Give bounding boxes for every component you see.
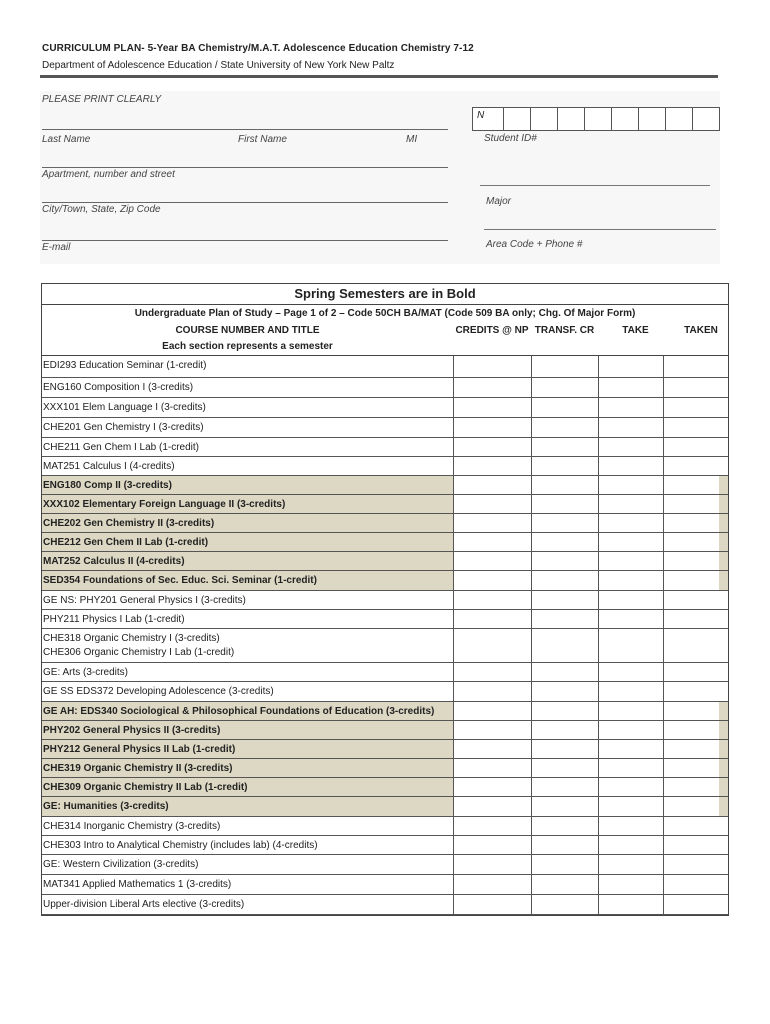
taken-cell[interactable] [663, 740, 719, 758]
transfer-cell[interactable] [531, 438, 598, 456]
taken-cell[interactable] [663, 663, 719, 681]
email-field[interactable] [42, 240, 448, 241]
transfer-cell[interactable] [531, 663, 598, 681]
course-name [42, 514, 453, 532]
transfer-cell[interactable] [531, 533, 598, 551]
document-title: CURRICULUM PLAN- 5-Year BA Chemistry/M.A.T. Adolescence Education Chemistry 7-12 [42, 43, 474, 54]
address-field[interactable] [42, 167, 448, 168]
taken-cell[interactable] [663, 591, 719, 609]
take-cell[interactable] [598, 610, 663, 628]
credits-cell[interactable] [453, 855, 531, 874]
id-digit-cell[interactable] [504, 107, 531, 131]
section-note: Each section represents a semester [162, 341, 333, 352]
course-name [42, 476, 453, 494]
taken-cell[interactable] [663, 438, 719, 456]
course-row [42, 476, 728, 495]
transfer-cell[interactable] [531, 836, 598, 854]
course-line: ENG180 Comp II (3-credits) [43, 480, 172, 491]
course-name [42, 591, 453, 609]
course-line: CHE306 Organic Chemistry I Lab (1-credit) [43, 647, 235, 658]
course-line: CHE309 Organic Chemistry II Lab (1-credit) [43, 782, 248, 793]
take-cell[interactable] [598, 476, 663, 494]
course-line: ENG160 Composition I (3-credits) [43, 382, 194, 393]
take-cell[interactable] [598, 778, 663, 796]
transfer-cell[interactable] [531, 418, 598, 437]
take-cell[interactable] [598, 797, 663, 816]
course-name [42, 778, 453, 796]
take-cell[interactable] [598, 552, 663, 570]
course-name [42, 740, 453, 758]
taken-cell[interactable] [663, 356, 719, 377]
taken-cell[interactable] [663, 682, 719, 701]
course-line: MAT251 Calculus I (4-credits) [43, 461, 175, 472]
credits-cell[interactable] [453, 663, 531, 681]
credits-cell[interactable] [453, 875, 531, 894]
taken-cell[interactable] [663, 855, 719, 874]
credits-cell[interactable] [453, 591, 531, 609]
course-row [42, 438, 728, 457]
last-name-label: Last Name [42, 134, 91, 145]
transfer-cell[interactable] [531, 457, 598, 475]
taken-cell[interactable] [663, 721, 719, 739]
id-digit-cell[interactable] [666, 107, 693, 131]
major-field[interactable] [480, 185, 710, 187]
course-row [42, 356, 728, 378]
credits-cell[interactable] [453, 438, 531, 456]
phone-field[interactable] [484, 229, 716, 231]
transfer-cell[interactable] [531, 778, 598, 796]
take-cell[interactable] [598, 514, 663, 532]
taken-cell[interactable] [663, 797, 719, 816]
take-cell[interactable] [598, 591, 663, 609]
take-cell[interactable] [598, 663, 663, 681]
credits-cell[interactable] [453, 398, 531, 417]
course-line: PHY211 Physics I Lab (1-credit) [43, 614, 185, 625]
course-row [42, 740, 728, 759]
credits-cell[interactable] [453, 836, 531, 854]
course-line: XXX102 Elementary Foreign Language II (3-credits) [43, 499, 286, 510]
transfer-cell[interactable] [531, 721, 598, 739]
course-line: Upper-division Liberal Arts elective (3-credits) [43, 899, 245, 910]
course-name [42, 629, 453, 662]
course-line: CHE201 Gen Chemistry I (3-credits) [43, 422, 204, 433]
plan-header [42, 305, 728, 356]
credits-cell[interactable] [453, 721, 531, 739]
course-name [42, 378, 453, 397]
credits-cell[interactable] [453, 895, 531, 914]
major-label: Major [486, 196, 512, 207]
course-row [42, 663, 728, 682]
address-label: Apartment, number and street [42, 169, 175, 180]
course-name [42, 571, 453, 590]
transfer-cell[interactable] [531, 855, 598, 874]
course-row [42, 778, 728, 797]
phone-label: Area Code + Phone # [486, 239, 583, 250]
take-cell[interactable] [598, 495, 663, 513]
course-name [42, 533, 453, 551]
course-row [42, 817, 728, 836]
course-line: GE SS EDS372 Developing Adolescence (3-credits) [43, 686, 274, 697]
transfer-cell[interactable] [531, 610, 598, 628]
take-cell[interactable] [598, 875, 663, 894]
credits-cell[interactable] [453, 418, 531, 437]
course-line: CHE211 Gen Chem I Lab (1-credit) [43, 442, 199, 453]
transfer-cell[interactable] [531, 398, 598, 417]
print-clearly-note: PLEASE PRINT CLEARLY [42, 94, 162, 105]
course-line: MAT252 Calculus II (4-credits) [43, 556, 185, 567]
transfer-cell[interactable] [531, 629, 598, 662]
course-name [42, 398, 453, 417]
city-field[interactable] [42, 202, 448, 203]
credits-cell[interactable] [453, 797, 531, 816]
take-cell[interactable] [598, 378, 663, 397]
transfer-cell[interactable] [531, 591, 598, 609]
credits-column-header: CREDITS @ NP [455, 325, 529, 336]
credits-cell[interactable] [453, 702, 531, 720]
course-line: CHE212 Gen Chem II Lab (1-credit) [43, 537, 209, 548]
take-cell[interactable] [598, 356, 663, 377]
taken-cell[interactable] [663, 702, 719, 720]
taken-cell[interactable] [663, 418, 719, 437]
course-row [42, 398, 728, 418]
first-name-label: First Name [238, 134, 287, 145]
credits-cell[interactable] [453, 610, 531, 628]
transfer-cell[interactable] [531, 797, 598, 816]
course-row [42, 457, 728, 476]
take-cell[interactable] [598, 817, 663, 835]
course-row [42, 533, 728, 552]
take-cell[interactable] [598, 629, 663, 662]
taken-cell[interactable] [663, 610, 719, 628]
taken-cell[interactable] [663, 778, 719, 796]
credits-cell[interactable] [453, 778, 531, 796]
credits-cell[interactable] [453, 552, 531, 570]
take-cell[interactable] [598, 759, 663, 777]
course-line: GE: Humanities (3-credits) [43, 801, 169, 812]
transfer-cell[interactable] [531, 682, 598, 701]
transfer-cell[interactable] [531, 875, 598, 894]
credits-cell[interactable] [453, 476, 531, 494]
course-name [42, 895, 453, 914]
course-row [42, 721, 728, 740]
taken-cell[interactable] [663, 836, 719, 854]
course-row [42, 552, 728, 571]
taken-column-header: TAKEN [684, 325, 718, 336]
take-column-header: TAKE [622, 325, 649, 336]
transfer-cell[interactable] [531, 817, 598, 835]
document-subtitle: Department of Adolescence Education / State University of New York New Paltz [42, 60, 395, 71]
course-column-header: COURSE NUMBER AND TITLE [175, 325, 320, 336]
course-row [42, 418, 728, 438]
course-row [42, 875, 728, 895]
take-cell[interactable] [598, 533, 663, 551]
course-line: CHE318 Organic Chemistry I (3-credits) [43, 633, 220, 644]
id-digit-cell[interactable] [585, 107, 612, 131]
course-line: PHY212 General Physics II Lab (1-credit) [43, 744, 236, 755]
take-cell[interactable] [598, 740, 663, 758]
course-name [42, 797, 453, 816]
plan-subtitle: Undergraduate Plan of Study – Page 1 of 2 – Code 50CH BA/MAT (Code 509 BA only; Chg. Of Major Form) [134, 308, 636, 319]
city-label: City/Town, State, Zip Code [42, 204, 161, 215]
credits-cell[interactable] [453, 533, 531, 551]
transfer-cell[interactable] [531, 895, 598, 914]
course-name [42, 418, 453, 437]
take-cell[interactable] [598, 702, 663, 720]
credits-cell[interactable] [453, 682, 531, 701]
course-row [42, 836, 728, 855]
taken-cell[interactable] [663, 817, 719, 835]
take-cell[interactable] [598, 836, 663, 854]
course-row [42, 610, 728, 629]
course-row [42, 702, 728, 721]
course-rows [42, 356, 728, 915]
credits-cell[interactable] [453, 571, 531, 590]
transfer-cell[interactable] [531, 571, 598, 590]
id-digit-cell[interactable] [693, 107, 720, 131]
credits-cell[interactable] [453, 740, 531, 758]
taken-cell[interactable] [663, 378, 719, 397]
course-name [42, 438, 453, 456]
course-row [42, 571, 728, 591]
transfer-cell[interactable] [531, 552, 598, 570]
course-row [42, 378, 728, 398]
transfer-cell[interactable] [531, 514, 598, 532]
course-line: GE: Arts (3-credits) [43, 667, 129, 678]
taken-cell[interactable] [663, 875, 719, 894]
taken-cell[interactable] [663, 398, 719, 417]
course-name [42, 610, 453, 628]
course-name [42, 495, 453, 513]
course-row [42, 629, 728, 663]
course-row [42, 682, 728, 702]
course-name [42, 817, 453, 835]
transfer-cell[interactable] [531, 740, 598, 758]
id-digit-cell[interactable] [558, 107, 585, 131]
course-name [42, 552, 453, 570]
course-line: CHE303 Intro to Analytical Chemistry (includes lab) (4-credits) [43, 840, 318, 851]
credits-cell[interactable] [453, 356, 531, 377]
course-name [42, 457, 453, 475]
student-id-boxes[interactable] [472, 107, 720, 131]
id-digit-cell[interactable] [531, 107, 558, 131]
plan-of-study-table [41, 283, 729, 916]
id-prefix-cell: N [472, 107, 504, 131]
taken-cell[interactable] [663, 552, 719, 570]
take-cell[interactable] [598, 682, 663, 701]
credits-cell[interactable] [453, 629, 531, 662]
credits-cell[interactable] [453, 514, 531, 532]
course-line: GE AH: EDS340 Sociological & Philosophical Foundations of Education (3-credits) [43, 706, 435, 717]
course-name [42, 702, 453, 720]
header-rule [40, 75, 718, 78]
course-name [42, 875, 453, 894]
course-line: XXX101 Elem Language I (3-credits) [43, 402, 206, 413]
course-row [42, 855, 728, 875]
course-line: CHE202 Gen Chemistry II (3-credits) [43, 518, 215, 529]
transfer-cell[interactable] [531, 356, 598, 377]
mi-label: MI [406, 134, 418, 145]
course-name [42, 836, 453, 854]
course-line: GE: Western Civilization (3-credits) [43, 859, 199, 870]
course-name [42, 855, 453, 874]
course-line: GE NS: PHY201 General Physics I (3-credits) [43, 595, 246, 606]
course-name [42, 356, 453, 377]
course-name [42, 721, 453, 739]
take-cell[interactable] [598, 418, 663, 437]
transfer-cell[interactable] [531, 702, 598, 720]
transfer-cell[interactable] [531, 378, 598, 397]
take-cell[interactable] [598, 571, 663, 590]
taken-cell[interactable] [663, 571, 719, 590]
take-cell[interactable] [598, 721, 663, 739]
course-name [42, 663, 453, 681]
take-cell[interactable] [598, 855, 663, 874]
course-row [42, 759, 728, 778]
course-line: CHE319 Organic Chemistry II (3-credits) [43, 763, 233, 774]
credits-cell[interactable] [453, 378, 531, 397]
taken-cell[interactable] [663, 495, 719, 513]
taken-cell[interactable] [663, 895, 719, 914]
take-cell[interactable] [598, 398, 663, 417]
course-row [42, 514, 728, 533]
take-cell[interactable] [598, 895, 663, 914]
taken-cell[interactable] [663, 457, 719, 475]
credits-cell[interactable] [453, 817, 531, 835]
transfer-column-header: TRANSF. CR [534, 325, 595, 336]
course-line: SED354 Foundations of Sec. Educ. Sci. Seminar (1-credit) [43, 575, 317, 586]
taken-cell[interactable] [663, 759, 719, 777]
id-digit-cell[interactable] [612, 107, 639, 131]
name-field[interactable] [42, 129, 448, 130]
id-digit-cell[interactable] [639, 107, 666, 131]
course-row [42, 495, 728, 514]
course-row [42, 895, 728, 915]
course-line: PHY202 General Physics II (3-credits) [43, 725, 221, 736]
credits-cell[interactable] [453, 457, 531, 475]
credits-cell[interactable] [453, 495, 531, 513]
take-cell[interactable] [598, 438, 663, 456]
email-label: E-mail [42, 242, 71, 253]
transfer-cell[interactable] [531, 759, 598, 777]
transfer-cell[interactable] [531, 476, 598, 494]
taken-cell[interactable] [663, 629, 719, 662]
course-line: MAT341 Applied Mathematics 1 (3-credits) [43, 879, 232, 890]
taken-cell[interactable] [663, 533, 719, 551]
course-line: EDI293 Education Seminar (1-credit) [43, 360, 207, 371]
course-line: CHE314 Inorganic Chemistry (3-credits) [43, 821, 221, 832]
course-name [42, 682, 453, 701]
taken-cell[interactable] [663, 514, 719, 532]
credits-cell[interactable] [453, 759, 531, 777]
plan-title: Spring Semesters are in Bold [42, 284, 728, 305]
take-cell[interactable] [598, 457, 663, 475]
student-id-label: Student ID# [484, 133, 537, 144]
course-row [42, 797, 728, 817]
course-row [42, 591, 728, 610]
transfer-cell[interactable] [531, 495, 598, 513]
taken-cell[interactable] [663, 476, 719, 494]
course-name [42, 759, 453, 777]
